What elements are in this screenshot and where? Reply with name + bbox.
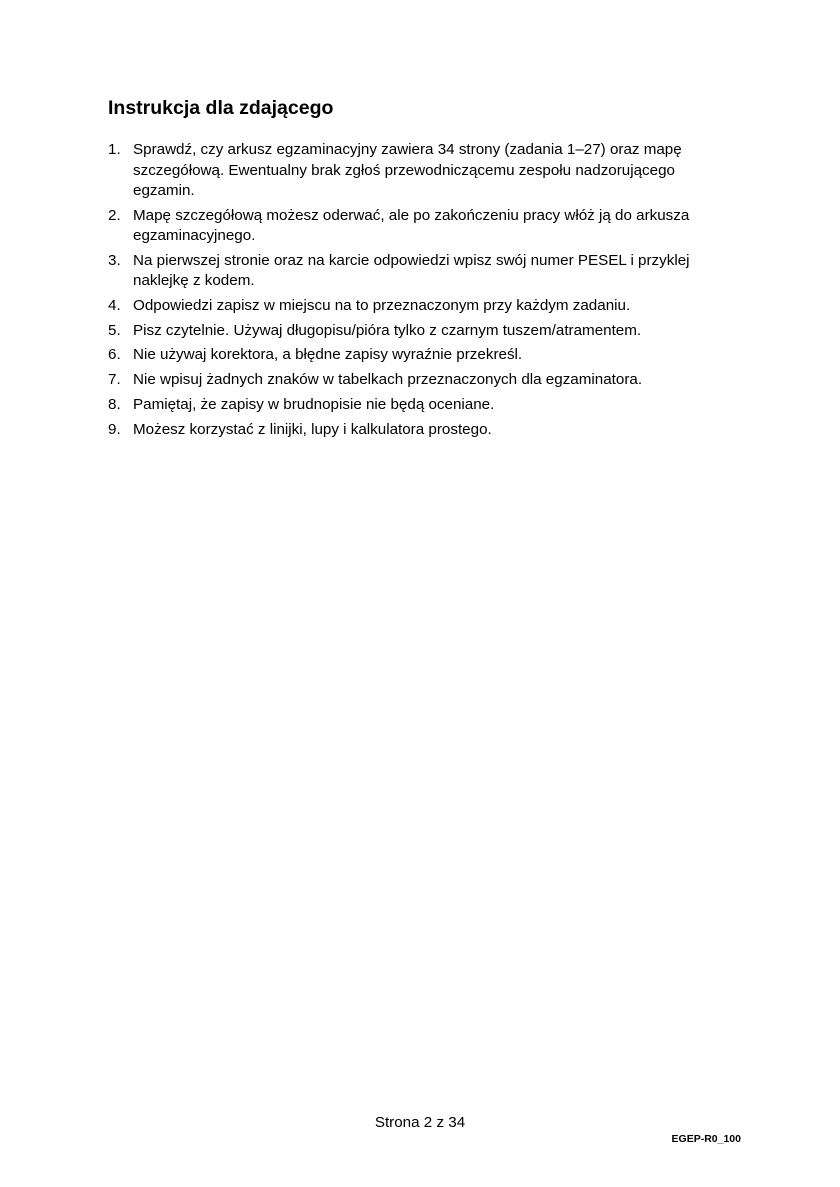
page-number: Strona 2 z 34 bbox=[374, 1114, 466, 1131]
instruction-number: 1. bbox=[108, 141, 121, 158]
instruction-item bbox=[108, 140, 708, 202]
instruction-text: Sprawdź, czy arkusz egzaminacyjny zawiera 34 strony (zadania 1–27) oraz mapę szczegółową. Ewentualny brak zgłoś przewodniczącemu zespołu nadzorującego egzamin. bbox=[133, 141, 682, 199]
exam-code: EGEP-R0_100 bbox=[671, 1133, 741, 1145]
instruction-text: Pamiętaj, że zapisy w brudnopisie nie będą oceniane. bbox=[133, 395, 495, 413]
instruction-text: Nie używaj korektora, a błędne zapisy wyraźnie przekreśl. bbox=[133, 346, 523, 364]
instruction-item bbox=[108, 370, 708, 391]
instruction-text: Mapę szczegółową możesz oderwać, ale po zakończeniu pracy włóż ją do arkusza egzaminacyjnego. bbox=[133, 206, 690, 245]
instruction-text: Na pierwszej stronie oraz na karcie odpowiedzi wpisz swój numer PESEL i przyklej naklejkę z kodem. bbox=[133, 251, 690, 290]
instruction-number: 9. bbox=[108, 420, 121, 438]
instruction-number: 7. bbox=[108, 371, 121, 389]
instruction-number: 8. bbox=[108, 395, 121, 413]
instruction-number: 5. bbox=[108, 321, 121, 339]
instruction-text: Odpowiedzi zapisz w miejscu na to przeznaczonym przy każdym zadaniu. bbox=[133, 297, 631, 315]
instruction-text: Pisz czytelnie. Używaj długopisu/pióra tylko z czarnym tuszem/atramentem. bbox=[133, 321, 642, 339]
instruction-item bbox=[108, 296, 708, 317]
instruction-item bbox=[108, 321, 708, 342]
instruction-item bbox=[108, 420, 708, 441]
instruction-item bbox=[108, 251, 708, 292]
instruction-item bbox=[108, 345, 708, 366]
instruction-number: 2. bbox=[108, 206, 121, 224]
instruction-text: Możesz korzystać z linijki, lupy i kalkulatora prostego. bbox=[133, 420, 492, 438]
instruction-list bbox=[108, 140, 708, 444]
page-title: Instrukcja dla zdającego bbox=[108, 97, 334, 119]
instruction-number: 6. bbox=[108, 346, 121, 364]
instruction-item bbox=[108, 206, 708, 247]
instruction-text: Nie wpisuj żadnych znaków w tabelkach przeznaczonych dla egzaminatora. bbox=[133, 371, 643, 389]
instruction-number: 4. bbox=[108, 297, 121, 315]
instruction-number: 3. bbox=[108, 251, 121, 269]
instruction-item bbox=[108, 395, 708, 416]
